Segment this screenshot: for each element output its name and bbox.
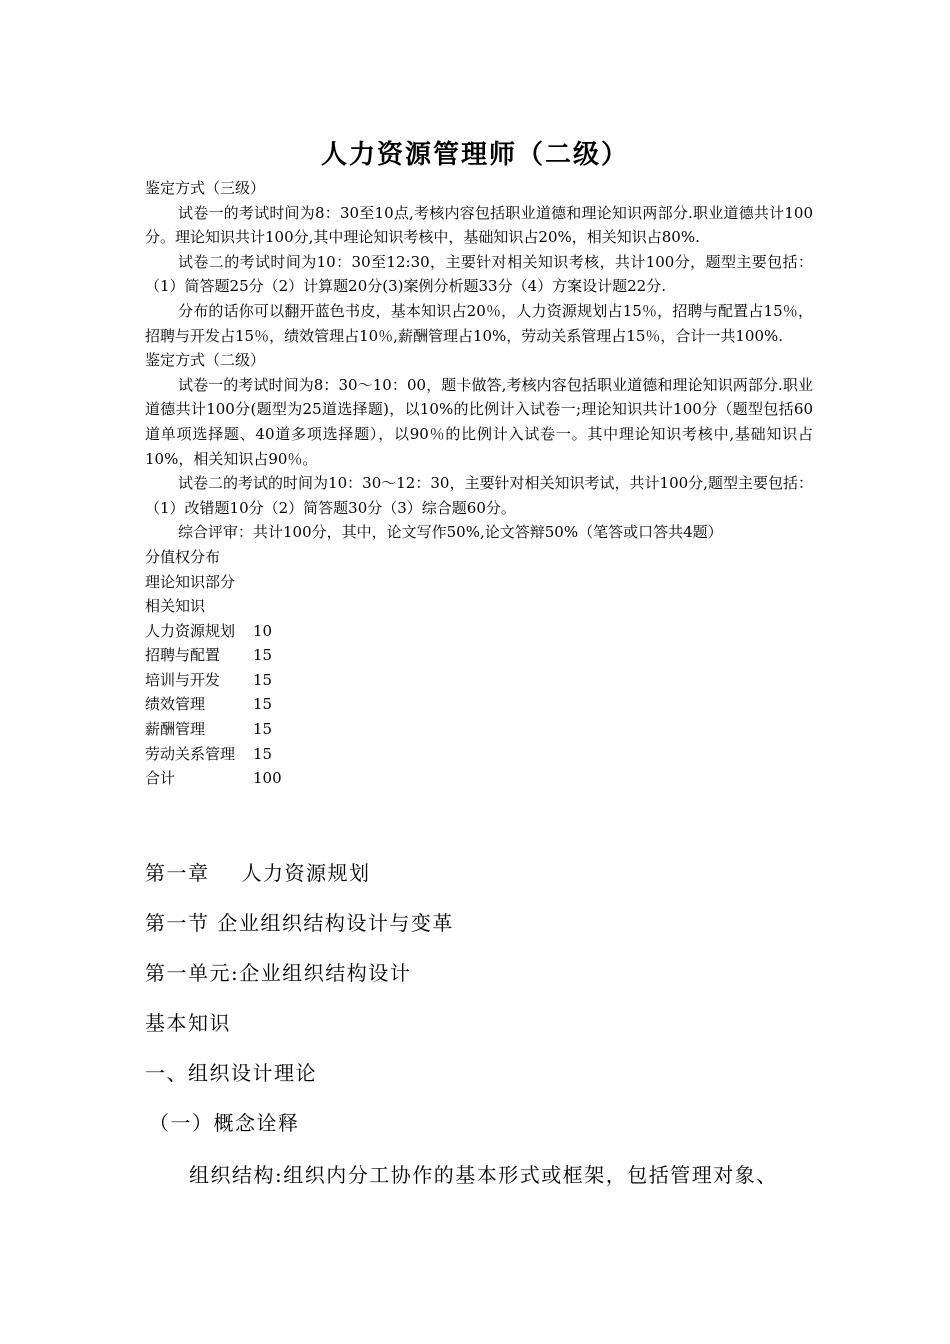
distribution-subheading: 相关知识 — [145, 597, 206, 616]
distribution-row — [145, 717, 813, 742]
section-heading: 第一节 企业组织结构设计与变革 — [145, 911, 454, 935]
chapter-title: 人力资源规划 — [241, 861, 371, 885]
distribution-score: 100 — [253, 769, 282, 788]
chapter-block — [145, 856, 825, 1192]
chapter-label: 第一章 — [145, 861, 210, 885]
distribution-name: 人力资源规划 — [145, 621, 236, 640]
distribution-name: 合计 — [145, 769, 176, 788]
distribution-heading: 分值权分布 — [145, 547, 221, 566]
paragraph: 组织结构:组织内分工协作的基本形式或框架，包括管理对象、 — [189, 1163, 778, 1187]
subtopic-heading: （一）概念诠释 — [149, 1111, 300, 1135]
distribution-subheading: 理论知识部分 — [145, 572, 236, 591]
paragraph: 试卷一的考试时间为8：30至10点,考核内容包括职业道德和理论知识两部分.职业道德共计100分。理论知识共计100分,其中理论知识考核中，基础知识占20%，相关知识占80%. — [145, 203, 813, 247]
distribution-score: 15 — [253, 744, 273, 763]
paragraph: 试卷一的考试时间为8：30～10：00，题卡做答,考核内容包括职业道德和理论知识两部分.职业道德共计100分(题型为25道选择题)，以10%的比例计入试卷一;理论知识共计100分（题型包括60道单项选择题、40道多项选择题），以90％的比例计入试卷一。其中理论知识考核中,基础知识占10%，相关知识占90％。 — [145, 375, 813, 468]
paragraph: 分布的话你可以翻开蓝色书皮，基本知识占20％，人力资源规划占15％，招聘与配置占15％，招聘与开发占15％，绩效管理占10％,薪酬管理占10%，劳动关系管理占15％，合计一共100%. — [145, 301, 813, 345]
distribution-row — [145, 742, 813, 767]
distribution-name: 招聘与配置 — [145, 646, 221, 665]
knowledge-heading: 基本知识 — [145, 1011, 231, 1035]
distribution-name: 劳动关系管理 — [145, 744, 236, 763]
distribution-score: 10 — [253, 621, 273, 640]
distribution-score: 15 — [253, 646, 273, 665]
paragraph: 综合评审：共计100分，其中，论文写作50%,论文答辩50%（笔答或口答共4题） — [178, 523, 723, 542]
distribution-row — [145, 619, 813, 644]
section-heading-level2: 鉴定方式（二级） — [145, 351, 266, 370]
paragraph: 试卷二的考试时间为10：30至12:30，主要针对相关知识考核，共计100分，题型主要包括：（1）简答题25分（2）计算题20分(3)案例分析题33分（4）方案设计题22分. — [145, 252, 813, 296]
paragraph: 试卷二的考试的时间为10：30～12：30，主要针对相关知识考试，共计100分,题型主要包括：（1）改错题10分（2）简答题30分（3）综合题60分。 — [145, 474, 813, 517]
section-heading-level3: 鉴定方式（三级） — [145, 179, 266, 197]
distribution-row — [145, 668, 813, 693]
distribution-name: 薪酬管理 — [145, 720, 206, 739]
topic-heading: 一、组织设计理论 — [145, 1061, 317, 1085]
unit-heading: 第一单元:企业组织结构设计 — [145, 961, 412, 985]
distribution-score: 15 — [253, 695, 273, 714]
distribution-total-row — [145, 766, 813, 791]
document-title: 人力资源管理师（二级） — [320, 140, 629, 170]
distribution-row — [145, 643, 813, 668]
distribution-row — [145, 692, 813, 717]
distribution-score: 15 — [253, 720, 273, 739]
distribution-score: 15 — [253, 670, 273, 689]
exam-info-block — [145, 176, 813, 791]
distribution-name: 绩效管理 — [145, 695, 206, 714]
chapter-heading — [145, 856, 825, 906]
distribution-name: 培训与开发 — [145, 670, 221, 689]
